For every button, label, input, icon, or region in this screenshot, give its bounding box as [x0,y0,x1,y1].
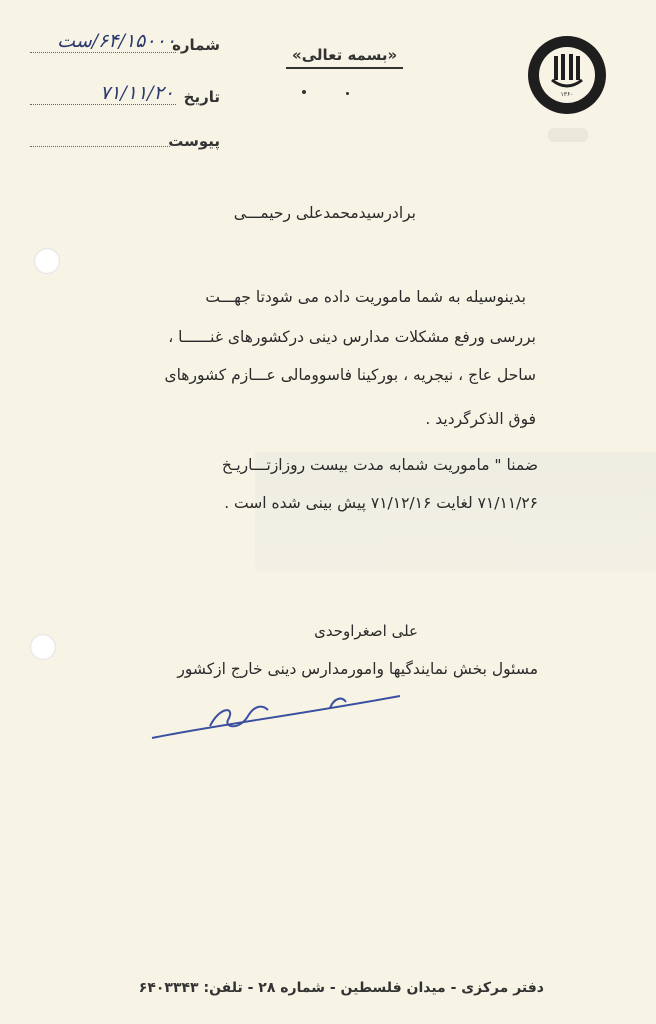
decorative-dot [346,92,349,95]
date-dotted-line [30,104,176,105]
body-line-6: ۷۱/۱۱/۲۶ لغایت ۷۱/۱۲/۱۶ پیش بینی شده است . [224,494,538,512]
attachment-field [30,128,220,156]
date-value: ۷۱/۱۱/۲۰ [99,82,174,104]
attachment-label: پیوست [168,132,220,150]
organization-emblem-icon [539,47,595,103]
decorative-dot [302,90,306,94]
number-field [30,30,220,58]
faded-stamp [548,128,588,142]
number-value: ۶۴/۱۵۰۰۰/ست [57,30,176,52]
body-line-2: بررسی ورفع مشکلات مدارس دینی درکشورهای غنــــــا ، [168,328,536,346]
body-line-4: فوق الذکرگردید . [425,410,536,428]
attachment-dotted-line [30,146,170,147]
punch-hole-bottom [30,634,56,660]
bismillah-heading: «بسمه تعالی» [286,46,403,69]
organization-logo [528,36,606,114]
signatory-name: علی اصغراوحدی [314,622,418,640]
body-line-3: ساحل عاج ، نیجریه ، بورکینا فاسوومالی عـــازم کشورهای [164,366,536,384]
date-label: تاریخ [183,88,220,106]
body-line-5: ضمنا " ماموریت شمابه مدت بیست روزازتـــاریـخ [221,456,538,474]
number-label: شماره [172,36,220,54]
svg-text:۱۳۶۰: ۱۳۶۰ [560,91,574,98]
punch-hole-top [34,248,60,274]
handwritten-signature [150,686,410,756]
date-field [30,82,220,110]
recipient-line: برادرسیدمحمدعلی رحیمـــی [233,204,416,222]
footer-address: دفتر مرکزی - میدان فلسطین - شماره ۲۸ - تلفن: ۶۴۰۳۳۴۳ [138,980,544,996]
number-dotted-line [30,52,176,53]
signatory-title: مسئول بخش نمایندگیها وامورمدارس دینی خارج ازکشور [177,660,538,678]
body-line-1: بدینوسیله به شما ماموریت داده می شودتا جهـــت [205,288,526,306]
